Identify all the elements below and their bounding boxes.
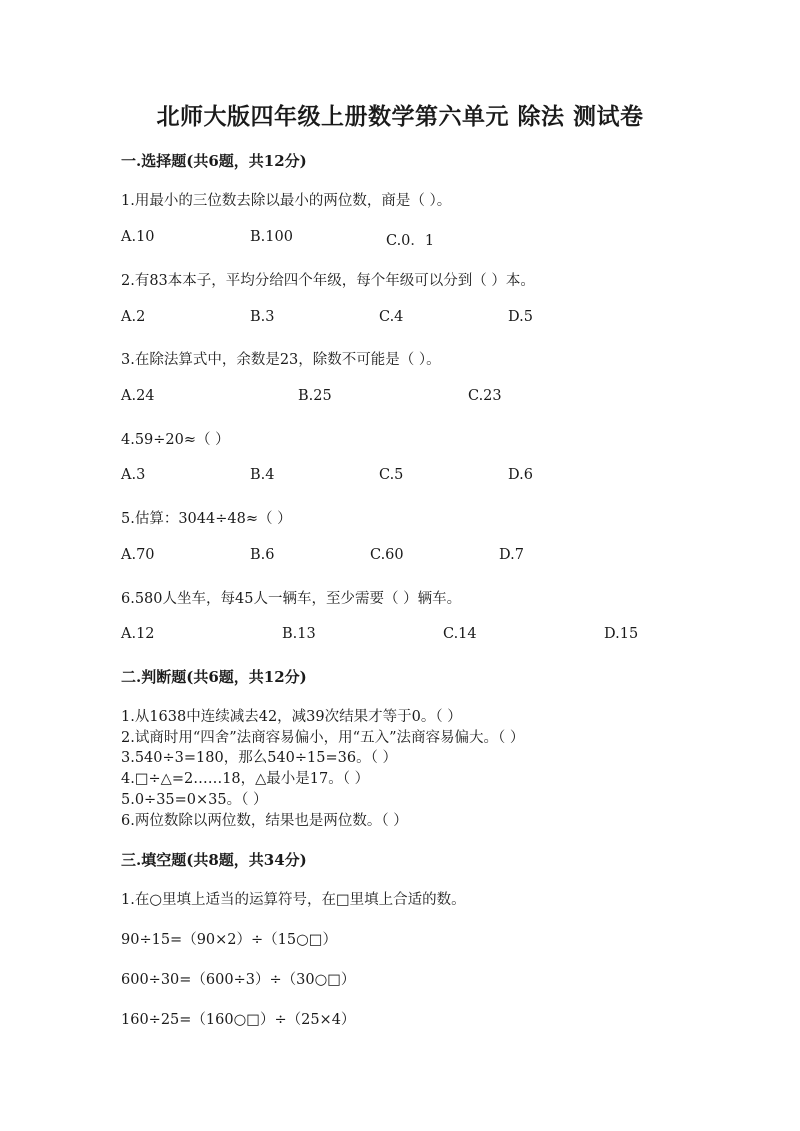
question-3: 3.在除法算式中，余数是23，除数不可能是（ ）。: [121, 352, 441, 368]
option-a: A.12: [121, 626, 155, 642]
option-d: D.5: [508, 309, 533, 325]
option-b: B.4: [250, 467, 275, 483]
section-heading-judgment: 二.判断题(共6题，共12分): [121, 668, 307, 686]
option-c: C.5: [379, 467, 404, 483]
option-b: B.25: [298, 388, 332, 404]
judgment-item-6: 6.两位数除以两位数，结果也是两位数。（ ）: [121, 813, 408, 829]
option-d: D.6: [508, 467, 533, 483]
section-heading-choice: 一.选择题(共6题，共12分): [121, 152, 307, 170]
option-d: D.7: [499, 547, 524, 563]
option-b: B.13: [282, 626, 316, 642]
question-2: 2.有83本本子，平均分给四个年级，每个年级可以分到（ ）本。: [121, 273, 535, 289]
option-c: C.60: [370, 547, 404, 563]
fill-in-line-1: 90÷15=（90×2）÷（15○□）: [121, 932, 337, 948]
option-a: A.24: [121, 388, 155, 404]
option-a: A.10: [121, 229, 155, 245]
question-5: 5.估算：3044÷48≈（ ）: [121, 511, 292, 527]
fill-in-line-2: 600÷30=（600÷3）÷（30○□）: [121, 972, 356, 988]
question-1: 1.用最小的三位数去除以最小的两位数，商是（ ）。: [121, 193, 452, 209]
page-title: 北师大版四年级上册数学第六单元 除法 测试卷: [156, 103, 644, 130]
fill-in-line-3: 160÷25=（160○□）÷（25×4）: [121, 1012, 356, 1028]
option-b: B.3: [250, 309, 275, 325]
fill-in-question-1: 1.在○里填上适当的运算符号，在□里填上合适的数。: [121, 892, 466, 908]
question-6: 6.580人坐车，每45人一辆车，至少需要（ ）辆车。: [121, 591, 462, 607]
option-a: A.70: [121, 547, 155, 563]
judgment-item-1: 1.从1638中连续减去42，减39次结果才等于0。（ ）: [121, 709, 462, 725]
judgment-item-3: 3.540÷3=180，那么540÷15=36。（ ）: [121, 750, 397, 766]
judgment-item-2: 2.试商时用“四舍”法商容易偏小，用“五入”法商容易偏大。（ ）: [121, 730, 525, 746]
option-b: B.100: [250, 229, 293, 245]
option-c: C.4: [379, 309, 404, 325]
option-a: A.3: [121, 467, 146, 483]
option-d: D.15: [604, 626, 639, 642]
judgment-item-5: 5.0÷35=0×35。（ ）: [121, 792, 268, 808]
section-heading-fill-in: 三.填空题(共8题，共34分): [121, 851, 307, 869]
option-c: C.0．1: [386, 233, 435, 249]
option-c: C.23: [468, 388, 502, 404]
judgment-item-4: 4.□÷△=2……18，△最小是17。（ ）: [121, 771, 370, 787]
question-4: 4.59÷20≈（ ）: [121, 432, 230, 448]
option-a: A.2: [121, 309, 146, 325]
option-c: C.14: [443, 626, 477, 642]
option-b: B.6: [250, 547, 275, 563]
